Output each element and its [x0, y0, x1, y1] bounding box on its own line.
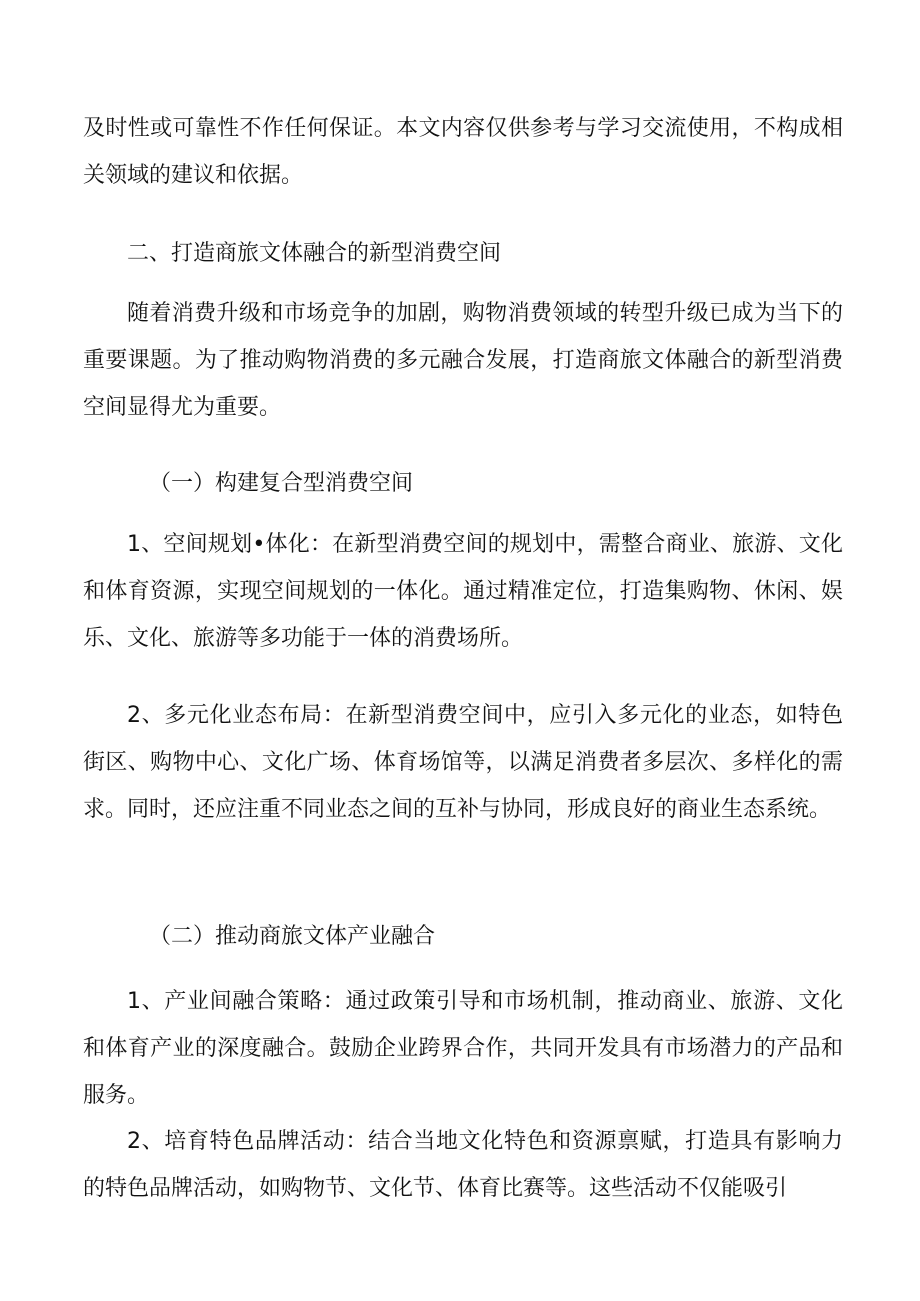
paragraph-diverse-layout: 2、多元化业态布局：在新型消费空间中，应引入多元化的业态，如特色街区、购物中心、文化广场、体育场馆等，以满足消费者多层次、多样化的需求。同时，还应注重不同业态之间的互补与协同，形成良好的商业生态系统。: [83, 703, 843, 822]
subsection-heading-2: （二）推动商旅文体产业融合: [149, 924, 436, 949]
paragraph-disclaimer-continued: 及时性或可靠性不作任何保证。本文内容仅供参考与学习交流使用，不构成相关领域的建议和依据。: [83, 116, 843, 188]
subsection-heading-1: （一）构建复合型消费空间: [149, 471, 414, 496]
paragraph-space-planning: 1、空间规划•体化：在新型消费空间的规划中，需整合商业、旅游、文化和体育资源，实现空间规划的一体化。通过精准定位，打造集购物、休闲、娱乐、文化、旅游等多功能于一体的消费场所。: [83, 532, 843, 651]
paragraph-brand-activities: 2、培育特色品牌活动：结合当地文化特色和资源禀赋，打造具有影响力的特色品牌活动，如购物节、文化节、体育比赛等。这些活动不仅能吸引: [83, 1129, 843, 1201]
section-heading-2: 二、打造商旅文体融合的新型消费空间: [127, 241, 502, 266]
paragraph-intro: 随着消费升级和市场竞争的加剧，购物消费领域的转型升级已成为当下的重要课题。为了推动购物消费的多元融合发展，打造商旅文体融合的新型消费空间显得尤为重要。: [83, 301, 843, 420]
paragraph-industry-integration: 1、产业间融合策略：通过政策引导和市场机制，推动商业、旅游、文化和体育产业的深度融合。鼓励企业跨界合作，共同开发具有市场潜力的产品和服务。: [83, 989, 843, 1108]
